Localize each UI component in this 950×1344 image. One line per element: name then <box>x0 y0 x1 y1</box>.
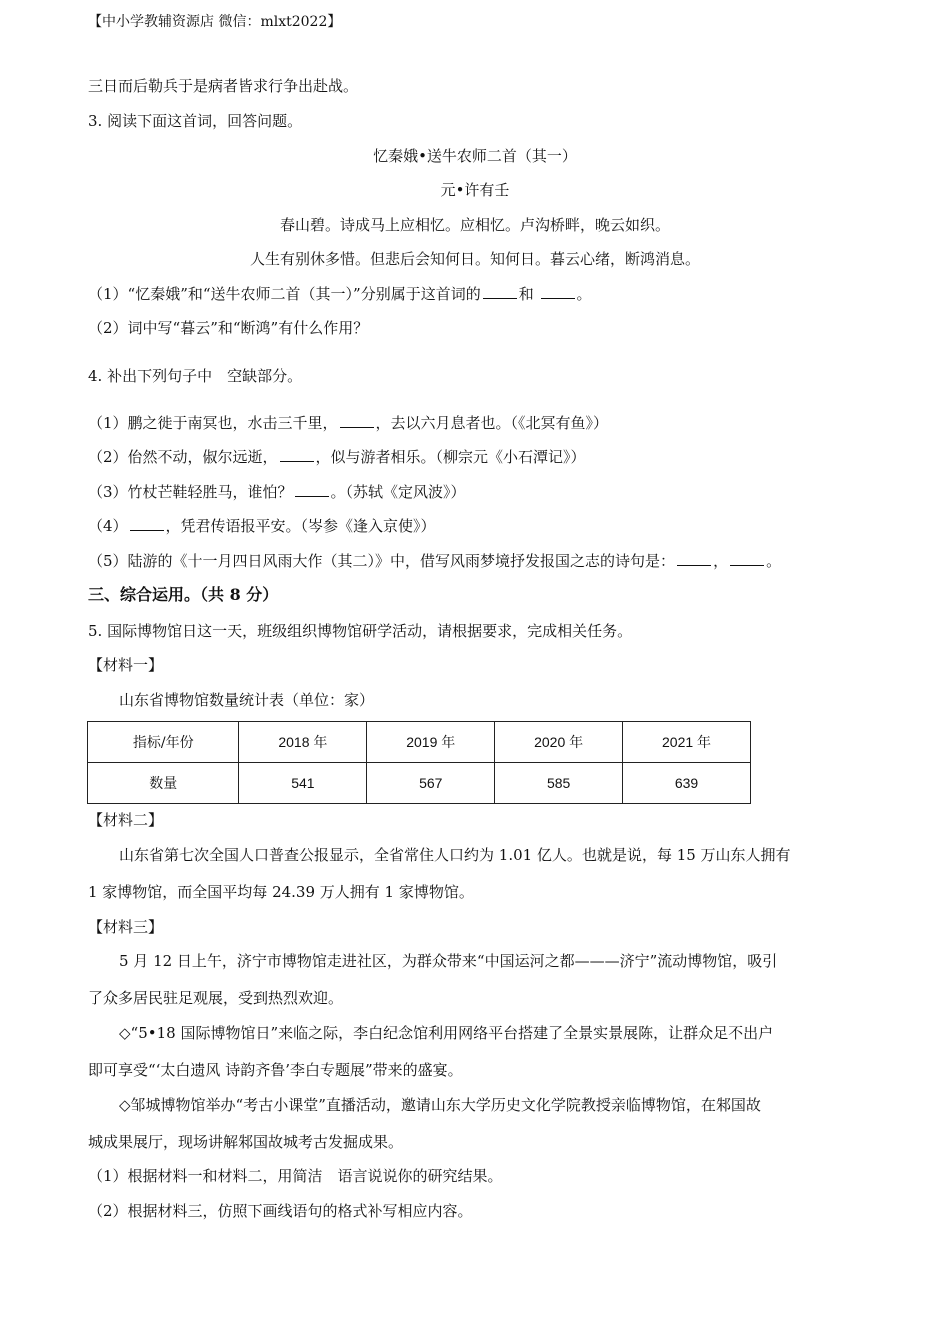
table-row <box>88 763 751 804</box>
material-2-text: 山东省第七次全国人口普查公报显示，全省常住人口约为 1.01 亿人。也就是说，每 15 万山东人拥有 <box>119 846 791 864</box>
question-4-1: （1）鹏之徙于南冥也，水击三千里， ，去以六月息者也。（《北冥有鱼》） <box>88 414 609 432</box>
section-3-heading: 三、综合运用。（共 8 分） <box>88 585 279 604</box>
answer-blank[interactable] <box>483 284 517 299</box>
answer-blank[interactable] <box>677 551 711 566</box>
material-3-text: 了众多居民驻足观展，受到热烈欢迎。 <box>88 989 344 1007</box>
poem-title: 忆秦娥•送牛农师二首（其一） <box>373 147 577 165</box>
answer-blank[interactable] <box>280 447 314 462</box>
table-row-label: 数量 <box>88 763 239 804</box>
question-4-2: （2）佁然不动，俶尔远逝， ，似与游者相乐。（柳宗元《小石潭记》） <box>88 448 586 466</box>
material-2-label: 【材料二】 <box>88 811 164 829</box>
question-5-2: （2）根据材料三，仿照下画线语句的格式补写相应内容。 <box>88 1202 473 1220</box>
answer-blank[interactable] <box>730 551 764 566</box>
question-3-2: （2）词中写“暮云”和“断鸿”有什么作用？ <box>88 319 369 337</box>
material-3-text: 即可享受“‘太白遗风 诗韵齐鲁’李白专题展”带来的盛宴。 <box>88 1061 463 1079</box>
question-5-1: （1）根据材料一和材料二，用简洁 语言说说你的研究结果。 <box>88 1167 503 1185</box>
material-1-label: 【材料一】 <box>88 656 164 674</box>
table-cell: 541 <box>239 763 367 804</box>
table-cell: 567 <box>367 763 495 804</box>
material-3-text: 5 月 12 日上午，济宁市博物馆走进社区，为群众带来“中国运河之都———济宁”流动博物馆，吸引 <box>119 952 778 970</box>
question-3: 3. 阅读下面这首词，回答问题。 <box>88 112 303 130</box>
question-3-1: （1）“忆秦娥”和“送牛农师二首（其一）”分别属于这首词的 和 。 <box>88 285 592 303</box>
poem-line: 人生有别休多惜。但悲后会知何日。知何日。暮云心绪，断鸿消息。 <box>249 250 700 268</box>
answer-blank[interactable] <box>295 482 329 497</box>
answer-blank[interactable] <box>130 516 164 531</box>
material-3-text: 城成果展厅，现场讲解邾国故城考古发掘成果。 <box>88 1133 404 1151</box>
table-header-cell: 2020 年 <box>495 722 623 763</box>
material-3-label: 【材料三】 <box>88 918 164 936</box>
poem-author: 元•许有壬 <box>440 181 510 199</box>
table-header-cell: 2019 年 <box>367 722 495 763</box>
table-cell: 585 <box>495 763 623 804</box>
material-2-text: 1 家博物馆，而全国平均每 24.39 万人拥有 1 家博物馆。 <box>88 883 474 901</box>
question-4: 4. 补出下列句子中 空缺部分。 <box>88 367 303 385</box>
table-cell: 639 <box>623 763 751 804</box>
question-4-3: （3）竹杖芒鞋轻胜马，谁怕？ 。（苏轼《定风波》） <box>88 483 466 501</box>
question-4-4: （4） ，凭君传语报平安。（岑参《逢入京使》） <box>88 517 436 535</box>
table-header-row <box>88 722 751 763</box>
material-3-text: ◇“5•18 国际博物馆日”来临之际，李白纪念馆利用网络平台搭建了全景实景展陈，让群众足不出户 <box>119 1024 774 1042</box>
answer-blank[interactable] <box>340 413 374 428</box>
resource-header: 【中小学教辅资源店 微信：mlxt2022】 <box>88 14 342 30</box>
question-5: 5. 国际博物馆日这一天，班级组织博物馆研学活动，请根据要求，完成相关任务。 <box>88 622 633 640</box>
table-header-cell: 2021 年 <box>623 722 751 763</box>
museum-count-table <box>87 721 751 804</box>
table-header-cell: 2018 年 <box>239 722 367 763</box>
table-header-cell: 指标/年份 <box>88 722 239 763</box>
answer-blank[interactable] <box>541 284 575 299</box>
question-4-5: （5）陆游的《十一月四日风雨大作（其二）》中，借写风雨梦境抒发报国之志的诗句是： ， 。 <box>88 552 782 570</box>
table-title: 山东省博物馆数量统计表（单位：家） <box>119 691 375 709</box>
material-3-text: ◇邹城博物馆举办“考古小课堂”直播活动，邀请山东大学历史文化学院教授亲临博物馆，在邾国故 <box>119 1096 761 1114</box>
text-line: 三日而后勒兵于是病者皆求行争出赴战。 <box>88 77 359 95</box>
poem-line: 春山碧。诗成马上应相忆。应相忆。卢沟桥畔，晚云如织。 <box>279 216 670 234</box>
